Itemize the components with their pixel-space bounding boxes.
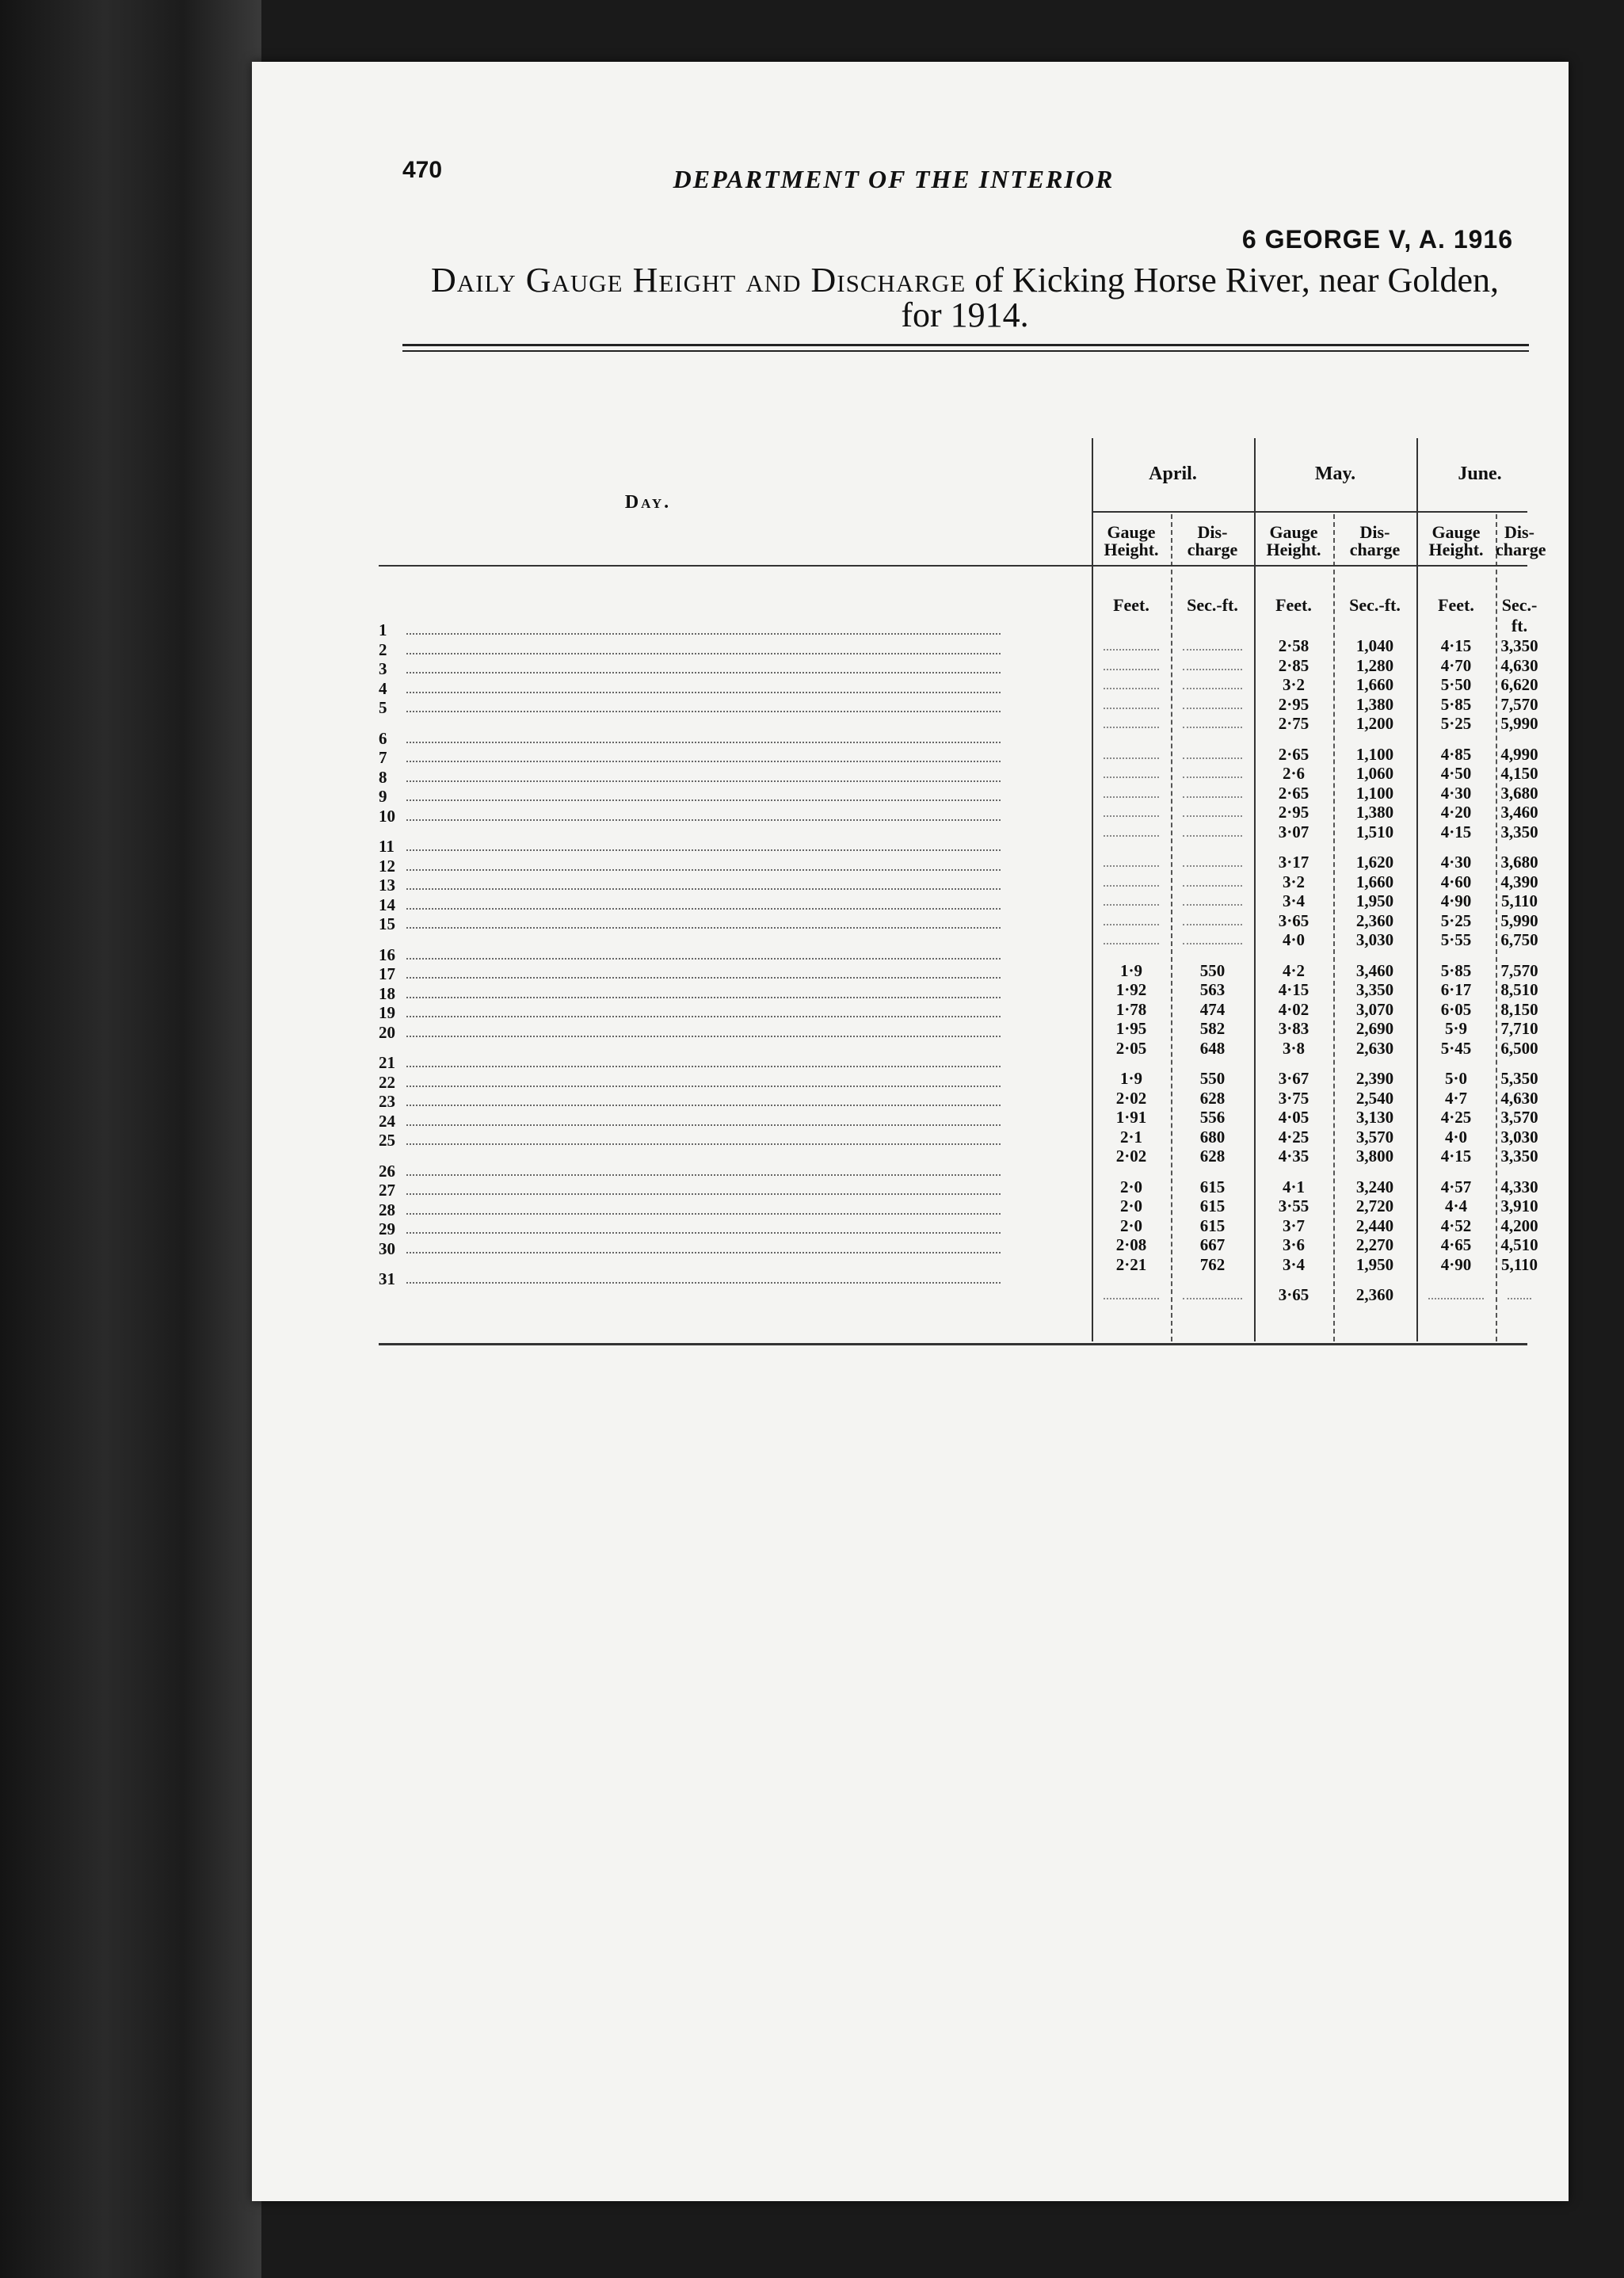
page-number: 470: [402, 157, 443, 183]
gauge-height-cell: 2·0: [1119, 1177, 1142, 1196]
empty-cell-leader: [1508, 1298, 1531, 1299]
top-rule: [402, 344, 1529, 346]
discharge-cell: 615: [1199, 1196, 1226, 1215]
dis-label: Dis-: [1359, 522, 1390, 542]
discharge-cell: 762: [1199, 1254, 1226, 1274]
discharge-cell: 4,510: [1500, 1235, 1538, 1254]
discharge-cell: 550: [1199, 1069, 1226, 1088]
discharge-cell: 550: [1199, 960, 1226, 980]
height-label: Height.: [1266, 540, 1321, 559]
table-row-values: [379, 1285, 1527, 1304]
unit-feet: Feet.: [1438, 595, 1474, 615]
day-number: 25: [379, 1131, 395, 1150]
gauge-height-cell: 4·0: [1444, 1127, 1467, 1147]
discharge-cell: 4,150: [1500, 764, 1538, 783]
height-label: Height.: [1104, 540, 1159, 559]
day-number: 17: [379, 964, 395, 983]
discharge-cell: 7,710: [1500, 1019, 1538, 1038]
discharge-cell: 3,460: [1355, 960, 1394, 980]
discharge-cell: 3,030: [1500, 1127, 1538, 1147]
gauge-height-cell: 4·25: [1440, 1108, 1472, 1127]
discharge-cell: 3,680: [1500, 853, 1538, 872]
dot-leader: [406, 1143, 1001, 1145]
charge-label: charge: [1496, 540, 1546, 559]
discharge-cell: 3,240: [1355, 1177, 1394, 1196]
gauge-height-cell: 4·15: [1440, 822, 1472, 841]
day-header: Day.: [624, 492, 672, 513]
unit-secft: Sec.-ft.: [1187, 595, 1238, 615]
dot-leader: [406, 927, 1001, 929]
table-title: [402, 263, 1527, 333]
discharge-cell: 648: [1199, 1038, 1226, 1058]
discharge-cell: 1,510: [1355, 822, 1394, 841]
unit-secft: Sec.-ft.: [1349, 595, 1401, 615]
april-discharge-header: [1171, 524, 1254, 559]
gauge-height-cell: 3·75: [1278, 1088, 1309, 1108]
discharge-cell: 7,570: [1500, 960, 1538, 980]
gauge-height-cell: 3·8: [1282, 1038, 1305, 1058]
gauge-height-cell: 3·4: [1282, 891, 1305, 910]
gauge-label: Gauge: [1431, 522, 1481, 542]
dot-leader: [406, 977, 1001, 979]
empty-cell-leader: [1183, 1298, 1242, 1299]
gauge-height-cell: 4·30: [1440, 783, 1472, 803]
gauge-label: Gauge: [1107, 522, 1156, 542]
running-head: DEPARTMENT OF THE INTERIOR: [673, 165, 1115, 193]
day-number: 30: [379, 1238, 395, 1258]
gauge-height-cell: 3·6: [1282, 1235, 1305, 1254]
day-number: 10: [379, 806, 395, 826]
day-number: 31: [379, 1269, 395, 1288]
dot-leader: [406, 799, 1001, 801]
discharge-cell: 1,200: [1355, 714, 1394, 733]
dot-leader: [406, 692, 1001, 693]
discharge-cell: 3,070: [1355, 999, 1394, 1019]
day-number: 12: [379, 856, 395, 876]
dot-leader: [406, 888, 1001, 890]
discharge-cell: 3,030: [1355, 930, 1394, 949]
dot-leader: [406, 633, 1001, 635]
gauge-height-cell: 2·85: [1278, 655, 1309, 675]
empty-cell-leader: [1104, 1298, 1159, 1299]
june-discharge-header: [1496, 522, 1546, 559]
month-may: May.: [1314, 464, 1356, 484]
title-line2: for 1914.: [901, 296, 1029, 334]
dot-leader: [406, 1252, 1001, 1253]
gauge-height-cell: 1·9: [1119, 1069, 1142, 1088]
day-number: 3: [379, 659, 387, 678]
discharge-cell: 4,330: [1500, 1177, 1538, 1196]
discharge-cell: 563: [1199, 980, 1226, 999]
gauge-height-cell: 5·25: [1440, 910, 1472, 930]
gauge-height-cell: 4·15: [1278, 980, 1309, 999]
gauge-height-cell: 2·05: [1115, 1038, 1147, 1058]
discharge-cell: 2,270: [1355, 1235, 1394, 1254]
discharge-cell: 2,720: [1355, 1196, 1394, 1215]
gauge-height-cell: 4·52: [1440, 1215, 1472, 1235]
day-number: 27: [379, 1181, 395, 1200]
gauge-height-cell: 4·1: [1282, 1177, 1305, 1196]
book-binding: [0, 0, 261, 2278]
gauge-height-cell: 3·2: [1282, 872, 1305, 891]
discharge-cell: 1,660: [1355, 872, 1394, 891]
gauge-height-cell: 4·25: [1278, 1127, 1309, 1147]
gauge-height-cell: 1·78: [1115, 999, 1147, 1019]
dot-leader: [406, 1193, 1001, 1195]
day-number: 1: [379, 620, 387, 639]
dis-label: Dis-: [1504, 522, 1534, 542]
session-label: 6 GEORGE V, A. 1916: [1241, 225, 1513, 254]
day-number: 23: [379, 1092, 395, 1111]
day-number: 16: [379, 944, 395, 964]
dot-leader: [406, 997, 1001, 998]
discharge-cell: 3,460: [1500, 803, 1538, 822]
april-gauge-header: [1092, 524, 1171, 559]
discharge-cell: 1,620: [1355, 853, 1394, 872]
gauge-height-cell: 4·0: [1282, 930, 1305, 949]
discharge-cell: 3,680: [1500, 783, 1538, 803]
gauge-height-cell: 2·95: [1278, 694, 1309, 714]
gauge-height-cell: 1·92: [1115, 980, 1147, 999]
discharge-cell: 2,390: [1355, 1069, 1394, 1088]
gauge-height-cell: 4·7: [1444, 1088, 1467, 1108]
day-number: 19: [379, 1003, 395, 1022]
day-number: 28: [379, 1200, 395, 1219]
discharge-cell: 8,510: [1500, 980, 1538, 999]
gauge-height-cell: 4·65: [1440, 1235, 1472, 1254]
may-discharge-header: [1333, 524, 1416, 559]
charge-label: charge: [1187, 540, 1238, 559]
gauge-height-cell: 4·57: [1440, 1177, 1472, 1196]
discharge-cell: 1,280: [1355, 655, 1394, 675]
dot-leader: [406, 742, 1001, 743]
discharge-cell: 1,040: [1355, 636, 1394, 655]
unit-secft: Sec.-ft.: [1501, 595, 1538, 635]
discharge-cell: 1,060: [1355, 764, 1394, 783]
gauge-height-cell: 3·17: [1278, 853, 1309, 872]
discharge-cell: 3,570: [1355, 1127, 1394, 1147]
dot-leader: [406, 672, 1001, 673]
gauge-height-cell: 5·55: [1440, 930, 1472, 949]
gauge-height-cell: 5·85: [1440, 694, 1472, 714]
gauge-height-cell: 1·9: [1119, 960, 1142, 980]
dot-leader: [406, 849, 1001, 851]
discharge-cell: 4,630: [1500, 655, 1538, 675]
charge-label: charge: [1349, 540, 1401, 559]
discharge-cell: 1,660: [1355, 675, 1394, 694]
may-gauge-header: [1254, 524, 1333, 559]
day-number: 26: [379, 1161, 395, 1181]
bottom-rule: [379, 1343, 1527, 1345]
day-number: 29: [379, 1219, 395, 1238]
day-number: 20: [379, 1022, 395, 1042]
title-rest: of Kicking Horse River, near Golden,: [974, 261, 1499, 300]
dot-leader: [406, 780, 1001, 782]
discharge-cell: 6,500: [1500, 1038, 1538, 1058]
discharge-cell: 3,350: [1500, 636, 1538, 655]
gauge-height-cell: 4·60: [1440, 872, 1472, 891]
discharge-cell: 5,990: [1500, 910, 1538, 930]
discharge-cell: 667: [1199, 1235, 1226, 1254]
dot-leader: [406, 908, 1001, 910]
gauge-height-cell: 3·55: [1278, 1196, 1309, 1215]
gauge-height-cell: 2·65: [1278, 744, 1309, 764]
day-number: 9: [379, 787, 387, 806]
gauge-height-cell: 3·83: [1278, 1019, 1309, 1038]
discharge-cell: 628: [1199, 1147, 1226, 1166]
gauge-height-cell: 2·0: [1119, 1196, 1142, 1215]
discharge-cell: 4,630: [1500, 1088, 1538, 1108]
title-smallcaps: Daily Gauge Height and Discharge: [431, 261, 966, 300]
discharge-cell: 1,100: [1355, 783, 1394, 803]
gauge-height-cell: 2·58: [1278, 636, 1309, 655]
gauge-height-cell: 5·25: [1440, 714, 1472, 733]
dot-leader: [406, 1105, 1001, 1106]
discharge-cell: 1,380: [1355, 694, 1394, 714]
gauge-height-cell: 5·0: [1444, 1069, 1467, 1088]
gauge-height-cell: 5·45: [1440, 1038, 1472, 1058]
gauge-height-cell: 4·50: [1440, 764, 1472, 783]
dot-leader: [406, 869, 1001, 871]
dot-leader: [406, 958, 1001, 960]
gauge-height-cell: 4·70: [1440, 655, 1472, 675]
dot-leader: [406, 653, 1001, 654]
unit-feet: Feet.: [1113, 595, 1149, 615]
gauge-height-cell: 3·65: [1278, 1285, 1309, 1304]
discharge-cell: 3,350: [1355, 980, 1394, 999]
discharge-cell: 2,540: [1355, 1088, 1394, 1108]
discharge-cell: 2,630: [1355, 1038, 1394, 1058]
discharge-cell: 3,350: [1500, 822, 1538, 841]
gauge-height-cell: 1·91: [1115, 1108, 1147, 1127]
gauge-height-cell: 2·02: [1115, 1088, 1147, 1108]
dot-leader: [406, 711, 1001, 712]
day-number: 14: [379, 895, 395, 914]
discharge-cell: 1,380: [1355, 803, 1394, 822]
discharge-cell: 5,990: [1500, 714, 1538, 733]
month-rule: [1092, 511, 1527, 513]
day-number: 21: [379, 1053, 395, 1072]
day-number: 8: [379, 767, 387, 787]
gauge-height-cell: 6·17: [1440, 980, 1472, 999]
gauge-height-cell: 3·2: [1282, 675, 1305, 694]
day-number: 5: [379, 698, 387, 717]
discharge-cell: 3,910: [1500, 1196, 1538, 1215]
gauge-height-cell: 4·30: [1440, 853, 1472, 872]
gauge-height-cell: 3·7: [1282, 1215, 1305, 1235]
day-number: 4: [379, 678, 387, 698]
discharge-table: [379, 375, 1546, 1334]
discharge-cell: 3,350: [1500, 1147, 1538, 1166]
gauge-height-cell: 2·75: [1278, 714, 1309, 733]
discharge-cell: 4,990: [1500, 744, 1538, 764]
gauge-label: Gauge: [1269, 522, 1318, 542]
day-number: 24: [379, 1111, 395, 1131]
gauge-height-cell: 3·65: [1278, 910, 1309, 930]
gauge-height-cell: 2·6: [1282, 764, 1305, 783]
discharge-cell: 2,360: [1355, 910, 1394, 930]
gauge-height-cell: 4·85: [1440, 744, 1472, 764]
month-april: April.: [1149, 464, 1197, 484]
discharge-cell: 5,350: [1500, 1069, 1538, 1088]
gauge-height-cell: 4·15: [1440, 636, 1472, 655]
dot-leader: [406, 1232, 1001, 1234]
day-number: 22: [379, 1072, 395, 1092]
discharge-cell: 582: [1199, 1019, 1226, 1038]
day-number: 15: [379, 914, 395, 933]
gauge-height-cell: 2·08: [1115, 1235, 1147, 1254]
gauge-height-cell: 3·4: [1282, 1254, 1305, 1274]
gauge-height-cell: 2·0: [1119, 1215, 1142, 1235]
discharge-cell: 2,690: [1355, 1019, 1394, 1038]
gauge-height-cell: 5·85: [1440, 960, 1472, 980]
gauge-height-cell: 4·4: [1444, 1196, 1467, 1215]
gauge-height-cell: 6·05: [1440, 999, 1472, 1019]
discharge-cell: 3,130: [1355, 1108, 1394, 1127]
header-rule: [379, 565, 1527, 567]
day-number: 11: [379, 837, 395, 856]
gauge-height-cell: 3·07: [1278, 822, 1309, 841]
discharge-cell: 680: [1199, 1127, 1226, 1147]
dis-label: Dis-: [1197, 522, 1228, 542]
gauge-height-cell: 4·20: [1440, 803, 1472, 822]
discharge-cell: 7,570: [1500, 694, 1538, 714]
day-number: 7: [379, 748, 387, 767]
discharge-cell: 5,110: [1500, 891, 1538, 910]
day-number: 18: [379, 983, 395, 1003]
dot-leader: [406, 819, 1001, 821]
gauge-height-cell: 5·9: [1444, 1019, 1467, 1038]
discharge-cell: 615: [1199, 1215, 1226, 1235]
gauge-height-cell: 2·21: [1115, 1254, 1147, 1274]
gauge-height-cell: 4·90: [1440, 1254, 1472, 1274]
discharge-cell: 3,800: [1355, 1147, 1394, 1166]
dot-leader: [406, 1174, 1001, 1176]
day-number: 6: [379, 728, 387, 748]
dot-leader: [406, 761, 1001, 762]
gauge-height-cell: 4·2: [1282, 960, 1305, 980]
dot-leader: [406, 1124, 1001, 1126]
discharge-cell: 1,950: [1355, 891, 1394, 910]
dot-leader: [406, 1282, 1001, 1284]
discharge-cell: 2,360: [1355, 1285, 1394, 1304]
discharge-cell: 4,390: [1500, 872, 1538, 891]
discharge-cell: 615: [1199, 1177, 1226, 1196]
gauge-height-cell: 1·95: [1115, 1019, 1147, 1038]
gauge-height-cell: 3·67: [1278, 1069, 1309, 1088]
june-gauge-header: [1416, 524, 1496, 559]
month-june: June.: [1458, 464, 1502, 484]
gauge-height-cell: 4·02: [1278, 999, 1309, 1019]
discharge-cell: 1,950: [1355, 1254, 1394, 1274]
day-number: 2: [379, 639, 387, 659]
gauge-height-cell: 5·50: [1440, 675, 1472, 694]
discharge-cell: 6,620: [1500, 675, 1538, 694]
gauge-height-cell: 4·90: [1440, 891, 1472, 910]
unit-feet: Feet.: [1275, 595, 1312, 615]
day-number: 13: [379, 876, 395, 895]
empty-cell-leader: [1428, 1298, 1484, 1299]
gauge-height-cell: 2·1: [1119, 1127, 1142, 1147]
discharge-cell: 8,150: [1500, 999, 1538, 1019]
gauge-height-cell: 4·05: [1278, 1108, 1309, 1127]
top-rule-2: [402, 350, 1529, 352]
discharge-cell: 4,200: [1500, 1215, 1538, 1235]
height-label: Height.: [1428, 540, 1484, 559]
gauge-height-cell: 2·95: [1278, 803, 1309, 822]
gauge-height-cell: 4·15: [1440, 1147, 1472, 1166]
discharge-cell: 1,100: [1355, 744, 1394, 764]
book-page: [252, 62, 1569, 2201]
dot-leader: [406, 1036, 1001, 1037]
gauge-height-cell: 2·02: [1115, 1147, 1147, 1166]
dot-leader: [406, 1086, 1001, 1087]
gauge-height-cell: 2·65: [1278, 783, 1309, 803]
discharge-cell: 2,440: [1355, 1215, 1394, 1235]
discharge-cell: 556: [1199, 1108, 1226, 1127]
dot-leader: [406, 1213, 1001, 1215]
dot-leader: [406, 1016, 1001, 1017]
discharge-cell: 6,750: [1500, 930, 1538, 949]
discharge-cell: 5,110: [1500, 1254, 1538, 1274]
discharge-cell: 474: [1199, 999, 1226, 1019]
discharge-cell: 3,570: [1500, 1108, 1538, 1127]
dot-leader: [406, 1066, 1001, 1067]
gauge-height-cell: 4·35: [1278, 1147, 1309, 1166]
discharge-cell: 628: [1199, 1088, 1226, 1108]
